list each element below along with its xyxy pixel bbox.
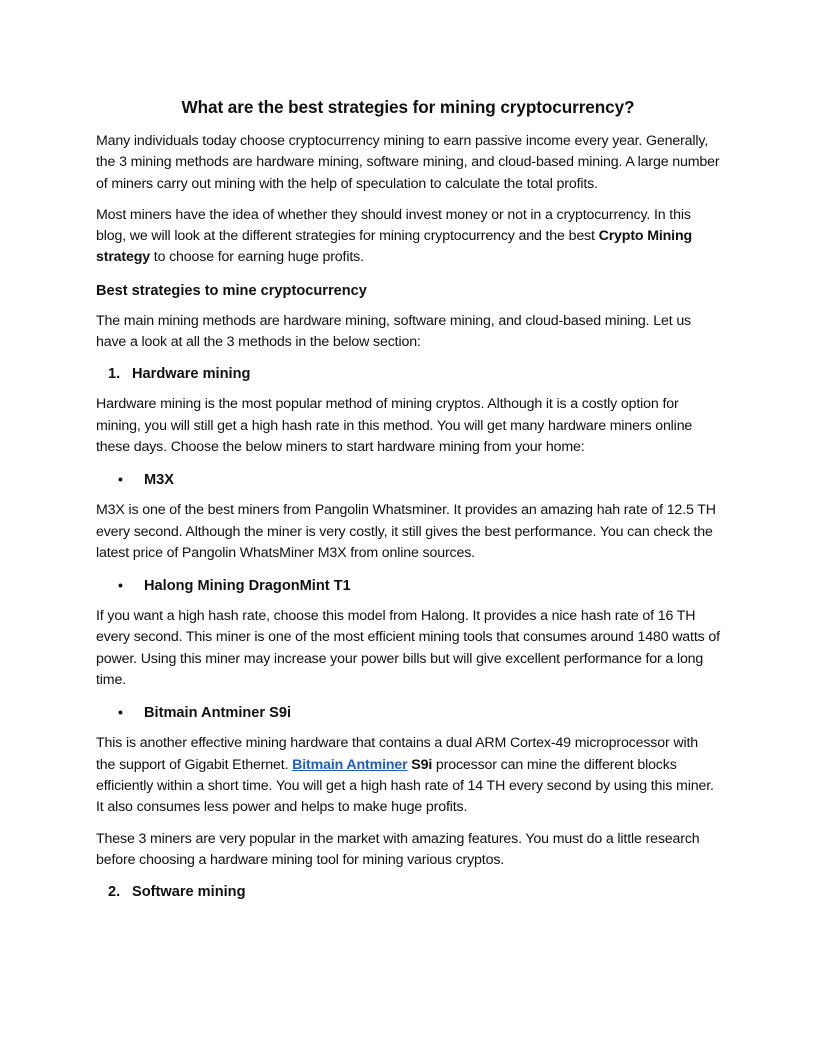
- intro-p2-text-before: Most miners have the idea of whether they should invest money or not in a cryptocurrency. In this blog, we will look at the different strategies for mining cryptocurrency and the best: [96, 206, 691, 245]
- intro-paragraph-2: [96, 205, 720, 269]
- document-page: [96, 96, 720, 912]
- bitmain-text-before: This is another effective mining hardware that contains a dual ARM Cortex-49 microprocessor with the support of Gigabit Ethernet.: [96, 735, 698, 773]
- software-mining-heading-text: Software mining: [132, 884, 246, 901]
- bitmain-paragraph: [96, 733, 720, 818]
- bullet-icon: •: [118, 704, 123, 721]
- bullet-icon: •: [118, 471, 123, 488]
- halong-paragraph: If you want a high hash rate, choose this model from Halong. It provides a nice hash rate of 16 TH every second. This miner is one of the most efficient mining tools that consumes around 1480 watts of power. Using this miner may increase your power bills but will give excellent performance for a long time.: [96, 608, 720, 689]
- m3x-heading: [96, 469, 720, 491]
- bullet-icon: •: [118, 577, 123, 594]
- page-title: What are the best strategies for mining cryptocurrency?: [181, 97, 635, 117]
- intro-p2-text-after: to choose for earning huge profits.: [150, 249, 364, 266]
- hardware-mining-paragraph: Hardware mining is the most popular method of mining cryptos. Although it is a costly option for mining, you will still get a high hash rate in this method. You will get many hardware miners online these days. Choose the below miners to start hardware mining from your home:: [96, 396, 693, 455]
- intro-paragraph-1: Many individuals today choose cryptocurrency mining to earn passive income every year. Generally, the 3 mining methods are hardware mining, software mining, and cloud-based mining. A large number of miners carry out mining with the help of speculation to calculate the total profits.: [96, 133, 720, 192]
- bitmain-heading-text: Bitmain Antminer S9i: [144, 705, 292, 722]
- halong-heading: [96, 575, 720, 597]
- halong-heading-text: Halong Mining DragonMint T1: [144, 578, 351, 595]
- m3x-heading-text: M3X: [144, 472, 175, 489]
- strategies-heading: Best strategies to mine cryptocurrency: [96, 282, 367, 299]
- bitmain-heading: [96, 702, 720, 724]
- strategies-paragraph: The main mining methods are hardware mining, software mining, and cloud-based mining. Let us have a look at all the 3 methods in the below section:: [96, 312, 692, 351]
- hardware-mining-heading-text: Hardware mining: [132, 366, 251, 383]
- bitmain-antminer-link[interactable]: Bitmain Antminer: [292, 756, 408, 773]
- crypto-mining-strategy-bold: Crypto Mining strategy: [96, 228, 693, 266]
- m3x-paragraph: M3X is one of the best miners from Pangolin Whatsminer. It provides an amazing hah rate of 12.5 TH every second. Although the miner is very costly, it still gives the best performance. You can check the latest price of Pangolin WhatsMiner M3X from online sources.: [96, 502, 716, 561]
- software-mining-number: 2.: [108, 884, 121, 901]
- bitmain-text-after: processor can mine the different blocks efficiently within a short time. You will get a high hash rate of 14 TH every second by using this miner. It also consumes less power and helps to make huge profits.: [96, 756, 714, 816]
- hardware-mining-heading: [96, 364, 720, 385]
- hardware-mining-number: 1.: [108, 366, 121, 383]
- s9i-bold: S9i: [407, 756, 433, 773]
- software-mining-heading: [96, 882, 720, 903]
- closing-paragraph: These 3 miners are very popular in the market with amazing features. You must do a little research before choosing a hardware mining tool for mining various cryptos.: [96, 830, 700, 868]
